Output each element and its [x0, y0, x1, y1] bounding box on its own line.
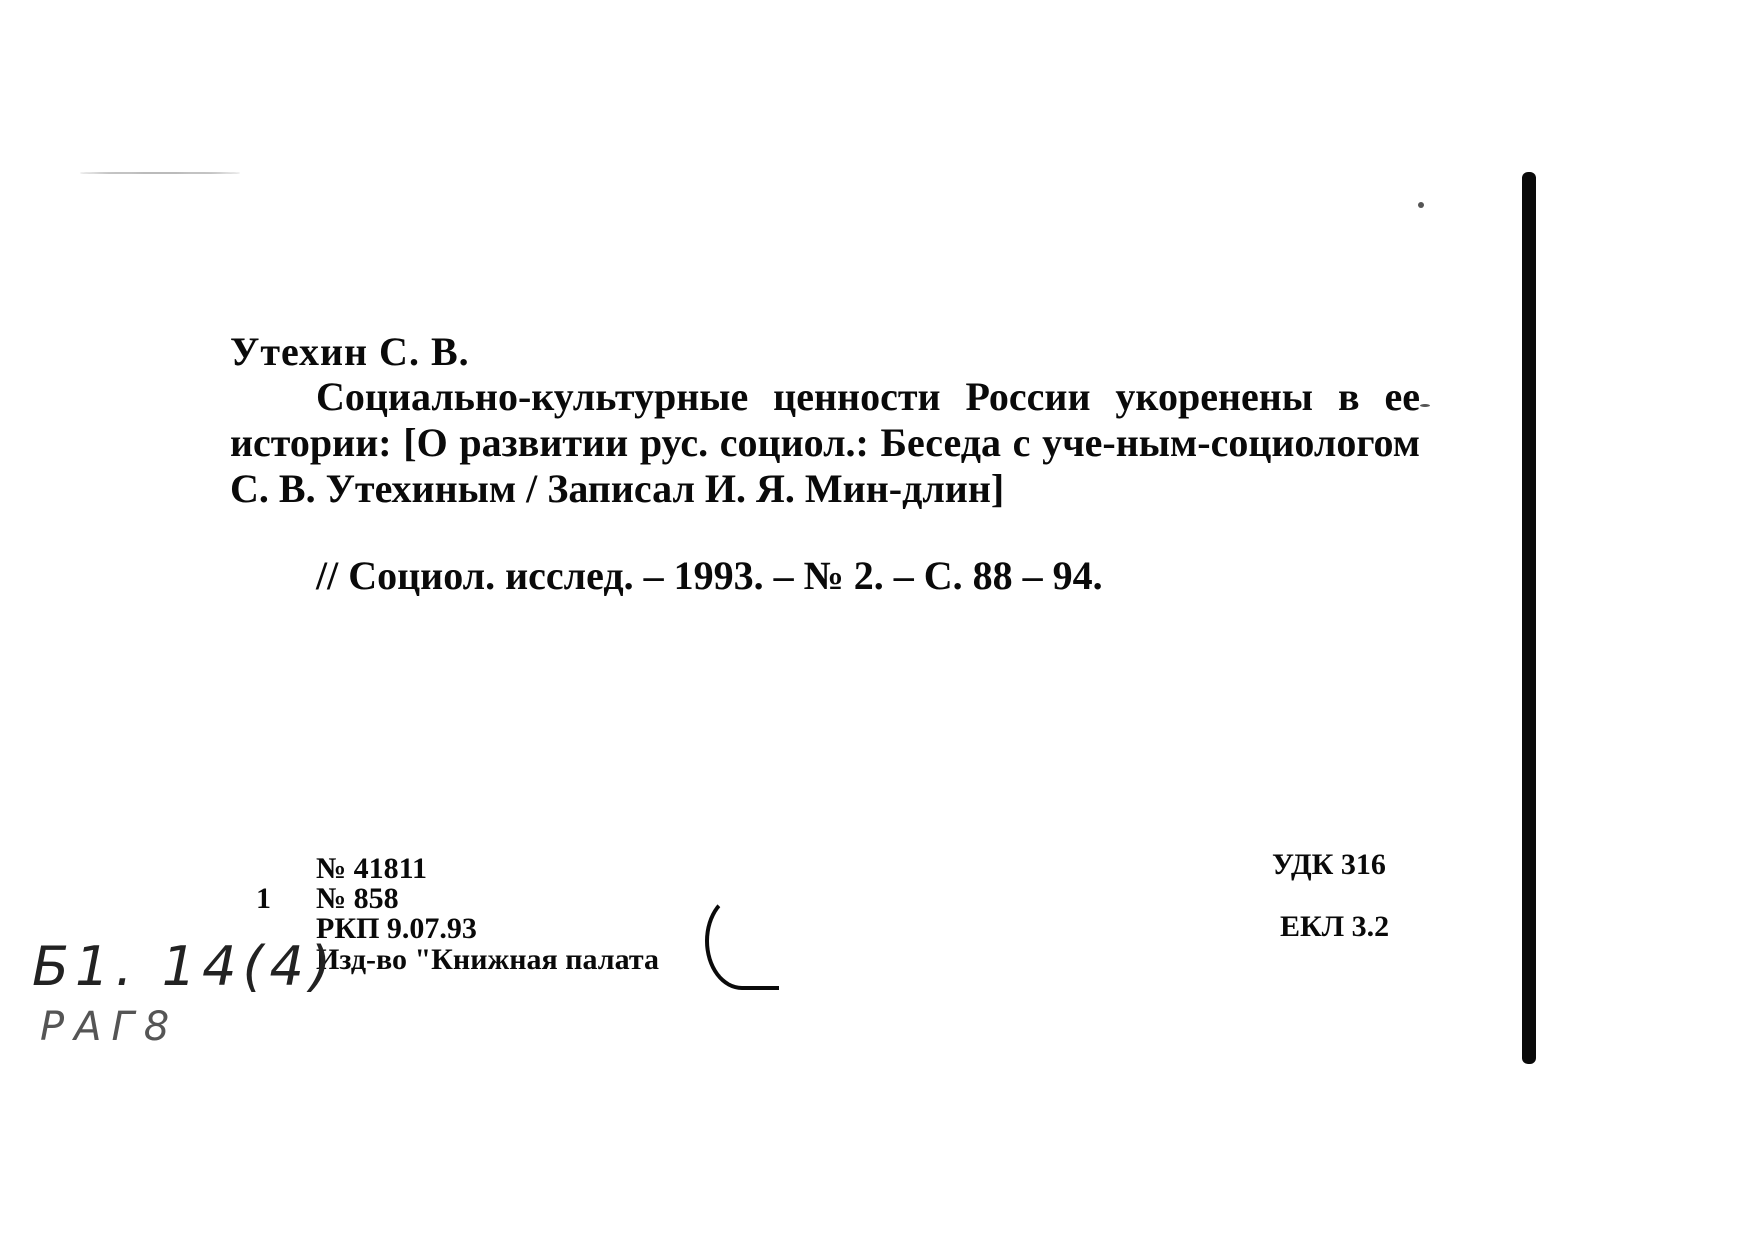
- speck: [1420, 404, 1430, 407]
- bracket-mark: [705, 892, 779, 990]
- secondary-number: № 858: [316, 882, 399, 915]
- copy-index: 1: [256, 882, 271, 915]
- record-number: № 41811: [316, 852, 427, 885]
- publisher: Изд-во "Книжная палата: [316, 943, 659, 976]
- handwritten-shelfmark: Б1. 14(4): [32, 935, 337, 998]
- source-reference: // Социол. исслед. – 1993. – № 2. – С. 88 – 94.: [316, 553, 1103, 598]
- handwritten-code: РАГ8: [40, 1004, 180, 1050]
- author-name: Утехин С. В.: [230, 329, 470, 374]
- title-text: Социально-культурные ценности России укоренены в ее истории: [О развитии рус. социол.: Беседа с уче-ным-социологом С. В. Утехиным / Записал И. Я. Мин-длин]: [230, 374, 1420, 511]
- rkp-date: РКП 9.07.93: [316, 912, 477, 945]
- udk-code: УДК 316: [1272, 848, 1386, 881]
- speck: [80, 172, 240, 174]
- speck: [1418, 202, 1424, 208]
- ekl-code: ЕКЛ 3.2: [1280, 910, 1390, 943]
- card-edge-bar: [1522, 172, 1536, 1064]
